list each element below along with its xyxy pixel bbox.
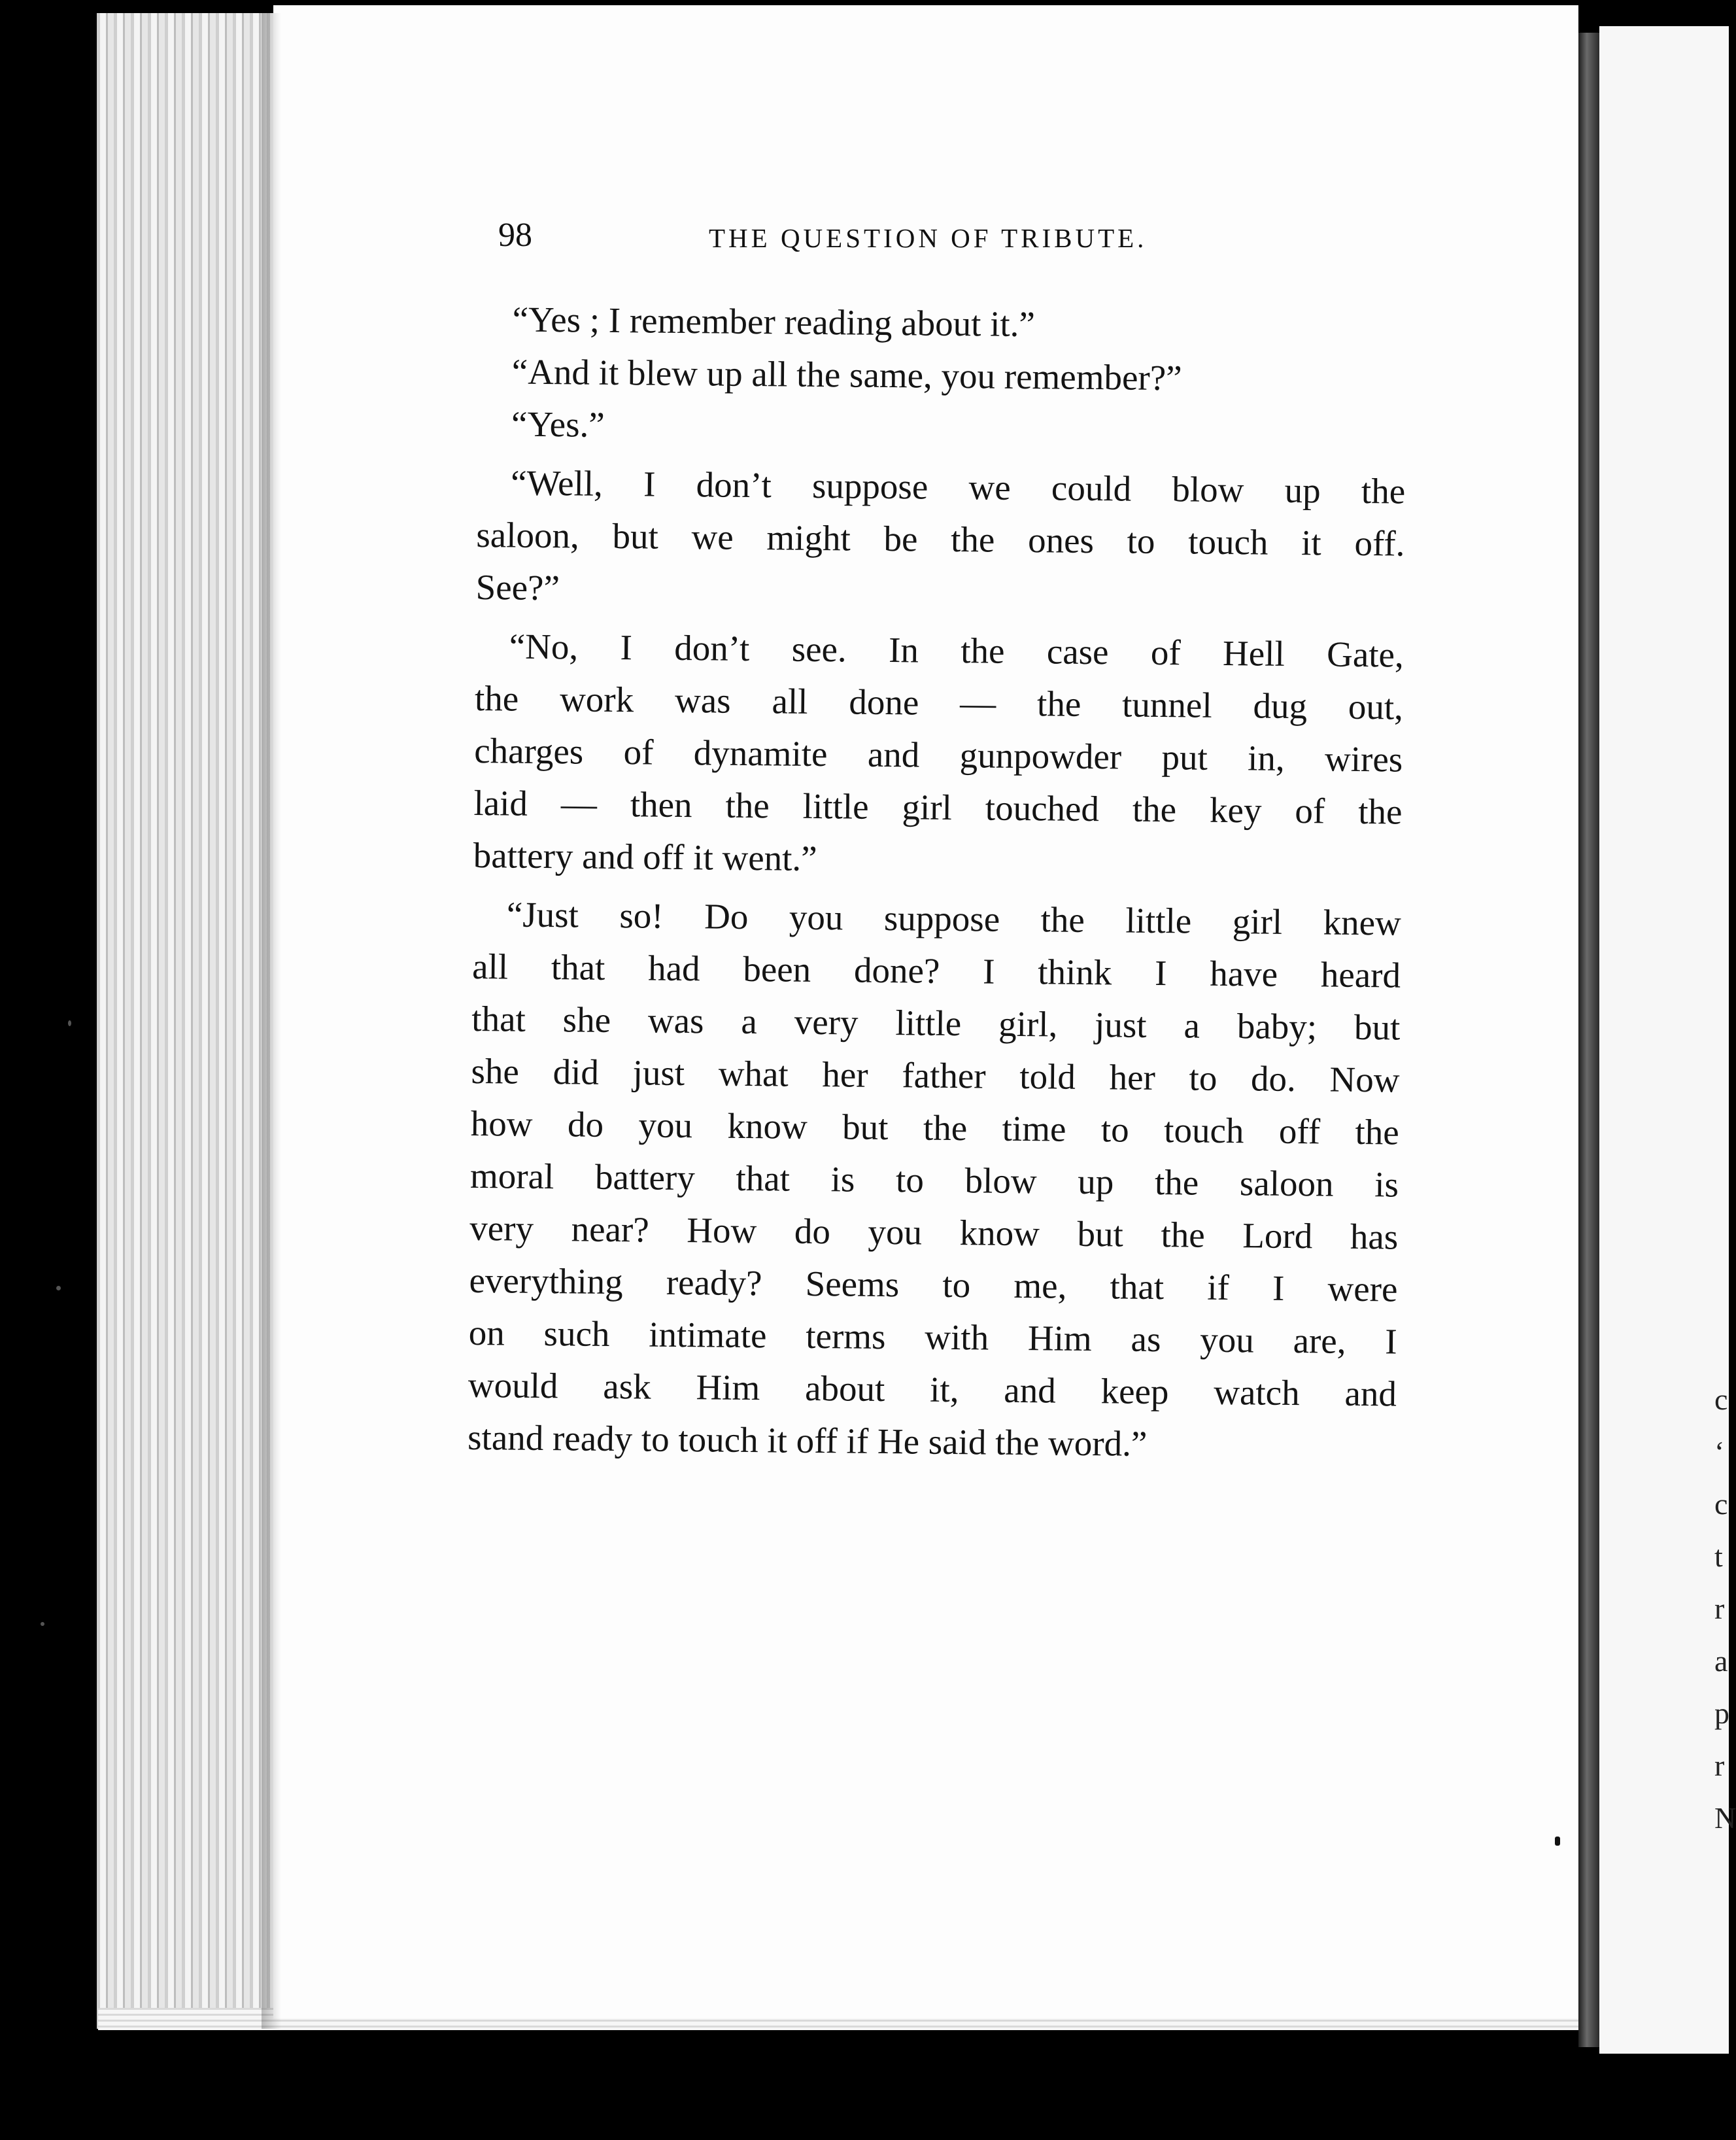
text-line: “And it blew up all the same, you remember?”: [511, 351, 1182, 398]
text-line: how do you know but the time to touch off the: [470, 1103, 1400, 1152]
text-line: battery and off it went.”: [473, 835, 817, 879]
text-line: “No, I don’t see. In the case of Hell Gate,: [509, 626, 1404, 675]
book-page-edges: [97, 13, 280, 2029]
text-line: stand ready to touch it off if He said the word.”: [467, 1417, 1148, 1464]
paragraph: [473, 620, 1404, 891]
paragraph: [477, 398, 1406, 459]
facing-page-text-fragments: c ‘ c t r a p r N: [1714, 1383, 1736, 1835]
text-line: all that had been done? I think I have heard: [471, 946, 1401, 995]
text-line: that she was a very little girl, just a baby; but: [471, 998, 1401, 1048]
text-line: everything ready? Seems to me, that if I were: [469, 1260, 1398, 1309]
text-line: moral battery that is to blow up the saloon is: [469, 1155, 1399, 1205]
text-line: saloon, but we might be the ones to touch it off.: [476, 514, 1405, 564]
margin-speck: [56, 1286, 61, 1290]
text-line: the work was all done — the tunnel dug out,: [474, 678, 1404, 727]
text-line: “Well, I don’t suppose we could blow up the: [510, 462, 1406, 511]
running-head: [498, 208, 1231, 260]
text-line: laid — then the little girl touched the key of the: [473, 782, 1403, 832]
paragraph: [468, 888, 1401, 1473]
text-line: she did just what her father told her to do. Now: [471, 1050, 1400, 1100]
paragraph: [475, 457, 1405, 623]
running-head-title: THE QUESTION OF TRIBUTE.: [709, 223, 1148, 253]
text-line: charges of dynamite and gunpowder put in, wires: [473, 730, 1403, 780]
ink-speck: [1555, 1837, 1560, 1846]
margin-speck: [68, 1020, 71, 1026]
body-text: [468, 293, 1407, 1473]
book-gutter: [1578, 33, 1599, 2047]
text-line: would ask Him about it, and keep watch and: [468, 1364, 1397, 1414]
text-line: “Just so! Do you suppose the little girl knew: [506, 894, 1402, 943]
page-edge-shadow: [262, 13, 281, 2029]
text-line: on such intimate terms with Him as you are, I: [468, 1312, 1397, 1362]
text-line: “Yes ; I remember reading about it.”: [512, 299, 1036, 345]
text-line: very near? How do you know but the Lord has: [469, 1207, 1399, 1257]
paragraph: [478, 293, 1407, 354]
margin-speck: [41, 1622, 44, 1626]
facing-page: [1599, 26, 1736, 2054]
page-number: 98: [498, 216, 532, 254]
paragraph: [477, 345, 1406, 407]
text-line: “Yes.”: [511, 404, 605, 445]
text-line: See?”: [475, 566, 560, 608]
